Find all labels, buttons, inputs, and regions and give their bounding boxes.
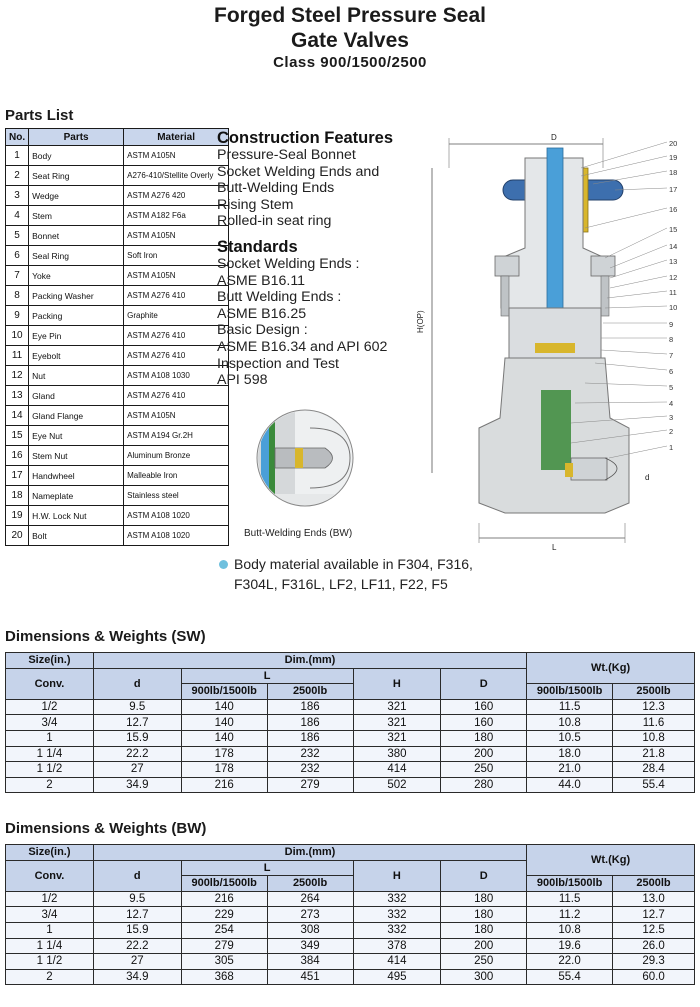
- callout-number: 7: [669, 351, 674, 360]
- parts-row: [6, 266, 229, 286]
- sw-header-l: L: [181, 668, 353, 684]
- parts-cell-no: 11: [6, 346, 29, 366]
- callout-number: 5: [669, 383, 674, 392]
- bw-table-cell: 451: [267, 969, 353, 985]
- sw-table-cell: 140: [181, 715, 267, 731]
- bw-table-cell: 414: [353, 954, 441, 970]
- parts-cell-material: ASTM A108 1030: [124, 366, 229, 386]
- parts-row: [6, 326, 229, 346]
- bw-header-wt-2500: 2500lb: [613, 876, 695, 892]
- callout-number: 14: [669, 242, 678, 251]
- bullet-icon: [219, 560, 228, 569]
- bw-table-cell: 12.7: [613, 907, 695, 923]
- parts-cell-name: Nameplate: [29, 486, 124, 506]
- parts-cell-material: ASTM A276 410: [124, 346, 229, 366]
- parts-row: [6, 526, 229, 546]
- parts-cell-material: ASTM A276 410: [124, 386, 229, 406]
- parts-cell-material: ASTM A105N: [124, 146, 229, 166]
- sw-table-row: [6, 699, 695, 715]
- parts-cell-no: 8: [6, 286, 29, 306]
- callout-number: 3: [669, 413, 674, 422]
- bw-table-cell: 305: [181, 954, 267, 970]
- sw-header-size: Size(in.): [6, 653, 94, 669]
- bw-table-cell: 264: [267, 891, 353, 907]
- sw-heading: Dimensions & Weights (SW): [5, 628, 206, 645]
- parts-cell-no: 20: [6, 526, 29, 546]
- callout-number: 17: [669, 185, 678, 194]
- bw-table-cell: 250: [441, 954, 527, 970]
- bw-table-cell: 1 1/4: [6, 938, 94, 954]
- sw-table-cell: 279: [267, 777, 353, 793]
- feature-line: Butt-Welding Ends: [217, 180, 335, 197]
- callout-number: 19: [669, 153, 678, 162]
- sw-table-cell: 321: [353, 715, 441, 731]
- sw-table-cell: 21.8: [613, 746, 695, 762]
- standard-line: ASME B16.11: [217, 272, 306, 289]
- sw-table-cell: 178: [181, 746, 267, 762]
- bw-table-cell: 300: [441, 969, 527, 985]
- bw-table-cell: 349: [267, 938, 353, 954]
- parts-list-heading: Parts List: [5, 107, 74, 124]
- sw-table-cell: 200: [441, 746, 527, 762]
- parts-row: [6, 406, 229, 426]
- bw-table-cell: 10.8: [527, 922, 613, 938]
- parts-cell-material: Soft Iron: [124, 246, 229, 266]
- sw-table-cell: 178: [181, 762, 267, 778]
- sw-table-cell: 180: [441, 730, 527, 746]
- sw-table-cell: 321: [353, 730, 441, 746]
- bw-header-l-900: 900lb/1500lb: [181, 876, 267, 892]
- parts-cell-name: Bolt: [29, 526, 124, 546]
- sw-header-dim: Dim.(mm): [93, 653, 526, 669]
- material-note-line-2: F304L, F316L, LF2, LF11, F22, F5: [234, 576, 448, 592]
- bw-table-cell: 15.9: [93, 922, 181, 938]
- parts-cell-name: Seal Ring: [29, 246, 124, 266]
- parts-cell-name: Eyebolt: [29, 346, 124, 366]
- parts-cell-name: Gland: [29, 386, 124, 406]
- bw-table-cell: 1: [6, 922, 94, 938]
- parts-row: [6, 446, 229, 466]
- parts-cell-no: 12: [6, 366, 29, 386]
- parts-cell-material: ASTM A194 Gr.2H: [124, 426, 229, 446]
- sw-table-row: [6, 746, 695, 762]
- sw-table-row: [6, 762, 695, 778]
- detail-caption: Butt-Welding Ends (BW): [244, 528, 353, 539]
- sw-table-cell: 12.7: [93, 715, 181, 731]
- feature-line: Socket Welding Ends and: [217, 163, 380, 180]
- bw-table-cell: 180: [441, 907, 527, 923]
- bw-table-cell: 273: [267, 907, 353, 923]
- sw-table-cell: 140: [181, 730, 267, 746]
- parts-cell-material: Aluminum Bronze: [124, 446, 229, 466]
- callout-number: 13: [669, 257, 678, 266]
- parts-cell-name: Packing: [29, 306, 124, 326]
- bw-table-cell: 11.5: [527, 891, 613, 907]
- parts-cell-name: Stem: [29, 206, 124, 226]
- bw-header-wt-900: 900lb/1500lb: [527, 876, 613, 892]
- bw-table-cell: 12.7: [93, 907, 181, 923]
- sw-table-cell: 1 1/4: [6, 746, 94, 762]
- parts-cell-material: ASTM A276 410: [124, 326, 229, 346]
- sw-table-cell: 216: [181, 777, 267, 793]
- material-note: [234, 554, 473, 594]
- feature-line: Pressure-Seal Bonnet: [217, 147, 356, 163]
- parts-row: [6, 166, 229, 186]
- callout-number: 12: [669, 273, 678, 282]
- parts-cell-name: Nut: [29, 366, 124, 386]
- sw-table-cell: 10.8: [527, 715, 613, 731]
- callout-number: 1: [669, 443, 674, 452]
- sw-dimensions-table: [5, 652, 695, 793]
- parts-row: [6, 386, 229, 406]
- parts-cell-material: ASTM A276 410: [124, 286, 229, 306]
- dimension-label-small-d: d: [645, 473, 650, 482]
- parts-cell-no: 6: [6, 246, 29, 266]
- sw-table-cell: 186: [267, 715, 353, 731]
- bw-table-cell: 332: [353, 922, 441, 938]
- sw-header-wt-900: 900lb/1500lb: [527, 684, 613, 700]
- bw-header-d: d: [93, 860, 181, 891]
- sw-table-cell: 160: [441, 715, 527, 731]
- sw-table-cell: 232: [267, 746, 353, 762]
- bw-table-cell: 34.9: [93, 969, 181, 985]
- material-note-line-1: Body material available in F304, F316,: [234, 556, 473, 572]
- title-line-1: Forged Steel Pressure Seal: [214, 4, 486, 27]
- bw-header-h: H: [353, 860, 441, 891]
- sw-table-row: [6, 777, 695, 793]
- bw-table-cell: 60.0: [613, 969, 695, 985]
- parts-cell-name: Stem Nut: [29, 446, 124, 466]
- sw-table-cell: 10.8: [613, 730, 695, 746]
- feature-line: Rising Stem: [217, 196, 294, 213]
- parts-row: [6, 246, 229, 266]
- title-class: Class 900/1500/2500: [273, 54, 427, 71]
- sw-header-h: H: [353, 668, 441, 699]
- parts-row: [6, 346, 229, 366]
- callout-number: 10: [669, 303, 678, 312]
- parts-table: [5, 128, 229, 546]
- parts-cell-name: Eye Nut: [29, 426, 124, 446]
- sw-table-cell: 21.0: [527, 762, 613, 778]
- sw-table-cell: 15.9: [93, 730, 181, 746]
- parts-cell-no: 3: [6, 186, 29, 206]
- standard-line: API 598: [217, 372, 268, 389]
- parts-cell-name: Packing Washer: [29, 286, 124, 306]
- parts-cell-material: ASTM A108 1020: [124, 506, 229, 526]
- bw-header-wt: Wt.(Kg): [527, 845, 695, 876]
- sw-table-cell: 250: [441, 762, 527, 778]
- callout-number: 6: [669, 367, 674, 376]
- title-line-2: Gate Valves: [291, 29, 409, 52]
- bw-table-cell: 11.2: [527, 907, 613, 923]
- bw-table-cell: 308: [267, 922, 353, 938]
- sw-table-cell: 140: [181, 699, 267, 715]
- sw-table-cell: 321: [353, 699, 441, 715]
- sw-header-wt-2500: 2500lb: [613, 684, 695, 700]
- bw-table-row: [6, 907, 695, 923]
- parts-cell-no: 18: [6, 486, 29, 506]
- bw-table-cell: 55.4: [527, 969, 613, 985]
- standard-line: Basic Design :: [217, 322, 308, 339]
- gate-valve-drawing: [405, 128, 697, 558]
- parts-cell-material: ASTM A276 420: [124, 186, 229, 206]
- callout-number: 2: [669, 427, 674, 436]
- sw-table-cell: 44.0: [527, 777, 613, 793]
- construction-features-heading: Construction Features: [217, 129, 394, 147]
- bw-header-big-d: D: [441, 860, 527, 891]
- sw-table-cell: 11.5: [527, 699, 613, 715]
- parts-cell-no: 17: [6, 466, 29, 486]
- parts-header-parts: Parts: [29, 129, 124, 146]
- parts-cell-name: Seat Ring: [29, 166, 124, 186]
- sw-table-cell: 380: [353, 746, 441, 762]
- sw-table-cell: 232: [267, 762, 353, 778]
- parts-header-material: Material: [124, 129, 229, 146]
- sw-table-cell: 22.2: [93, 746, 181, 762]
- parts-cell-name: H.W. Lock Nut: [29, 506, 124, 526]
- sw-table-cell: 186: [267, 730, 353, 746]
- sw-header-l-900: 900lb/1500lb: [181, 684, 267, 700]
- parts-cell-no: 15: [6, 426, 29, 446]
- wedge: [541, 390, 571, 470]
- bw-table-cell: 384: [267, 954, 353, 970]
- bw-header-conv: Conv.: [6, 860, 94, 891]
- bw-table-cell: 29.3: [613, 954, 695, 970]
- bw-table-row: [6, 954, 695, 970]
- parts-cell-no: 19: [6, 506, 29, 526]
- bw-table-cell: 254: [181, 922, 267, 938]
- bw-table-cell: 216: [181, 891, 267, 907]
- sw-table-row: [6, 730, 695, 746]
- standard-line: ASME B16.25: [217, 305, 307, 322]
- bw-header-l: L: [181, 860, 353, 876]
- sw-table-cell: 1: [6, 730, 94, 746]
- callout-number: 20: [669, 139, 678, 148]
- bw-table-cell: 1 1/2: [6, 954, 94, 970]
- bw-table-cell: 9.5: [93, 891, 181, 907]
- parts-cell-name: Yoke: [29, 266, 124, 286]
- bw-table-cell: 332: [353, 891, 441, 907]
- sw-table-row: [6, 715, 695, 731]
- sw-table-cell: 18.0: [527, 746, 613, 762]
- bw-table-cell: 13.0: [613, 891, 695, 907]
- parts-cell-no: 7: [6, 266, 29, 286]
- parts-row: [6, 186, 229, 206]
- sw-table-cell: 11.6: [613, 715, 695, 731]
- sw-header-conv: Conv.: [6, 668, 94, 699]
- bw-table-cell: 279: [181, 938, 267, 954]
- parts-cell-no: 14: [6, 406, 29, 426]
- bw-table-cell: 200: [441, 938, 527, 954]
- callout-number: 8: [669, 335, 674, 344]
- bw-table-cell: 368: [181, 969, 267, 985]
- parts-cell-no: 10: [6, 326, 29, 346]
- bw-heading: Dimensions & Weights (BW): [5, 820, 207, 837]
- parts-cell-no: 9: [6, 306, 29, 326]
- bw-table-row: [6, 891, 695, 907]
- sw-table-cell: 10.5: [527, 730, 613, 746]
- parts-cell-material: Malleable Iron: [124, 466, 229, 486]
- callout-number: 4: [669, 399, 674, 408]
- parts-cell-no: 16: [6, 446, 29, 466]
- bw-header-l-2500: 2500lb: [267, 876, 353, 892]
- parts-row: [6, 506, 229, 526]
- bw-dimensions-table: [5, 844, 695, 985]
- standard-line: Socket Welding Ends :: [217, 255, 360, 272]
- dimension-label-l: L: [552, 543, 557, 552]
- parts-cell-material: Stainless steel: [124, 486, 229, 506]
- sw-table-cell: 55.4: [613, 777, 695, 793]
- sw-table-cell: 1 1/2: [6, 762, 94, 778]
- sw-table-cell: 502: [353, 777, 441, 793]
- parts-cell-name: Bonnet: [29, 226, 124, 246]
- parts-cell-no: 4: [6, 206, 29, 226]
- bw-header-dim: Dim.(mm): [93, 845, 526, 861]
- bw-table-cell: 22.2: [93, 938, 181, 954]
- parts-cell-material: ASTM A105N: [124, 266, 229, 286]
- parts-row: [6, 206, 229, 226]
- bw-table-cell: 495: [353, 969, 441, 985]
- standards-heading: Standards: [217, 237, 298, 256]
- bw-table-cell: 332: [353, 907, 441, 923]
- bw-table-cell: 27: [93, 954, 181, 970]
- bw-table-cell: 180: [441, 922, 527, 938]
- sw-table-cell: 12.3: [613, 699, 695, 715]
- parts-cell-no: 2: [6, 166, 29, 186]
- parts-row: [6, 146, 229, 166]
- sw-table-cell: 2: [6, 777, 94, 793]
- parts-cell-name: Gland Flange: [29, 406, 124, 426]
- standard-line: Butt Welding Ends :: [217, 289, 342, 306]
- parts-cell-material: ASTM A105N: [124, 226, 229, 246]
- sw-table-cell: 27: [93, 762, 181, 778]
- bw-table-cell: 3/4: [6, 907, 94, 923]
- parts-cell-material: ASTM A108 1020: [124, 526, 229, 546]
- sw-table-cell: 280: [441, 777, 527, 793]
- parts-cell-name: Handwheel: [29, 466, 124, 486]
- bw-table-cell: 19.6: [527, 938, 613, 954]
- bw-table-cell: 1/2: [6, 891, 94, 907]
- parts-cell-name: Eye Pin: [29, 326, 124, 346]
- bw-table-cell: 180: [441, 891, 527, 907]
- sw-table-cell: 160: [441, 699, 527, 715]
- callout-number: 9: [669, 320, 674, 329]
- bw-table-cell: 229: [181, 907, 267, 923]
- parts-cell-material: Graphite: [124, 306, 229, 326]
- bw-table-row: [6, 938, 695, 954]
- parts-row: [6, 466, 229, 486]
- parts-row: [6, 486, 229, 506]
- parts-row: [6, 426, 229, 446]
- standard-line: ASME B16.34 and API 602: [217, 338, 388, 355]
- bw-header-size: Size(in.): [6, 845, 94, 861]
- parts-cell-no: 13: [6, 386, 29, 406]
- sw-header-l-2500: 2500lb: [267, 684, 353, 700]
- butt-welding-detail-drawing: [255, 408, 355, 526]
- parts-cell-material: A276-410/Stellite Overly: [124, 166, 229, 186]
- bw-table-cell: 22.0: [527, 954, 613, 970]
- callout-number: 11: [669, 288, 677, 297]
- parts-cell-name: Wedge: [29, 186, 124, 206]
- standard-line: Inspection and Test: [217, 355, 339, 372]
- bw-table-cell: 2: [6, 969, 94, 985]
- sw-header-big-d: D: [441, 668, 527, 699]
- construction-features: [217, 129, 393, 389]
- sw-table-cell: 34.9: [93, 777, 181, 793]
- bw-table-cell: 26.0: [613, 938, 695, 954]
- sw-header-d: d: [93, 668, 181, 699]
- sw-table-cell: 1/2: [6, 699, 94, 715]
- dimension-label-d: D: [551, 133, 557, 142]
- feature-line: Rolled-in seat ring: [217, 213, 332, 230]
- parts-cell-no: 1: [6, 146, 29, 166]
- parts-cell-name: Body: [29, 146, 124, 166]
- dimension-label-h: H(OP): [416, 310, 425, 333]
- bw-table-row: [6, 922, 695, 938]
- bw-table-cell: 378: [353, 938, 441, 954]
- sw-table-cell: 414: [353, 762, 441, 778]
- bw-table-cell: 12.5: [613, 922, 695, 938]
- parts-cell-material: ASTM A182 F6a: [124, 206, 229, 226]
- parts-row: [6, 226, 229, 246]
- parts-cell-no: 5: [6, 226, 29, 246]
- parts-header-no: No.: [6, 129, 29, 146]
- sw-table-cell: 9.5: [93, 699, 181, 715]
- bw-table-row: [6, 969, 695, 985]
- sw-table-cell: 186: [267, 699, 353, 715]
- callout-number: 18: [669, 168, 678, 177]
- callout-number: 16: [669, 205, 678, 214]
- parts-row: [6, 286, 229, 306]
- parts-cell-material: ASTM A105N: [124, 406, 229, 426]
- sw-table-cell: 28.4: [613, 762, 695, 778]
- parts-row: [6, 366, 229, 386]
- sw-header-wt: Wt.(Kg): [527, 653, 695, 684]
- callout-number: 15: [669, 225, 678, 234]
- parts-row: [6, 306, 229, 326]
- sw-table-cell: 3/4: [6, 715, 94, 731]
